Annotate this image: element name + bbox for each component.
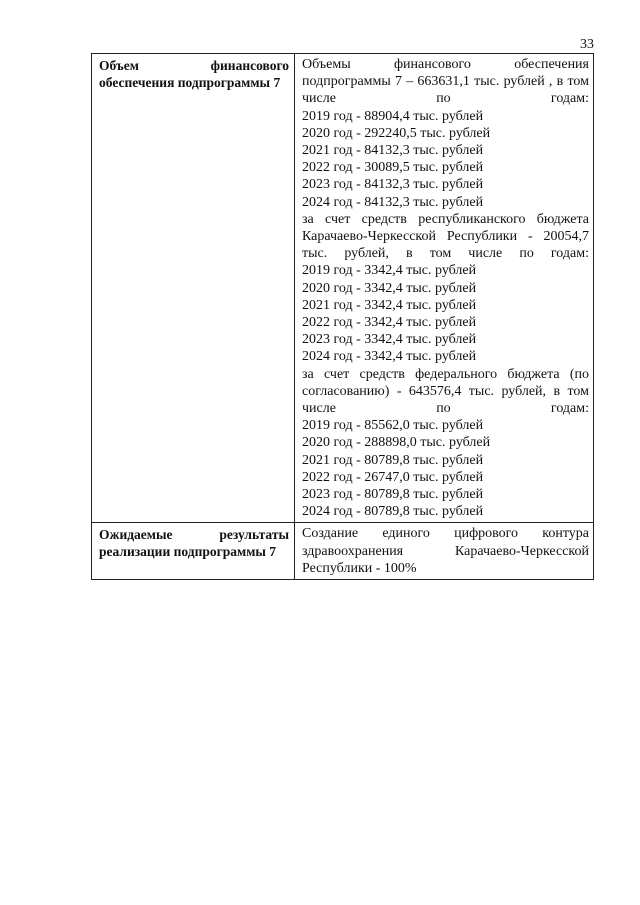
year-item: 2022 год - 30089,5 тыс. рублей (302, 160, 484, 176)
federal-year-item: 2020 год - 288898,0 тыс. рублей (302, 435, 491, 451)
financing-label: Объем финансового обеспечения подпрограммы 7 (99, 58, 289, 90)
year-item: 2019 год - 88904,4 тыс. рублей (302, 108, 484, 124)
year-item: 2024 год - 84132,3 тыс. рублей (302, 194, 484, 210)
federal-budget-intro: за счет средств федерального бюджета (по согласованию) - 643576,4 тыс. рублей, в том числе по годам: (302, 366, 589, 417)
federal-year-item: 2023 год - 80789,8 тыс. рублей (302, 487, 484, 503)
subprogram-passport-table (91, 53, 594, 580)
financing-content (295, 54, 593, 522)
page-number: 33 (580, 37, 594, 52)
federal-year-item: 2022 год - 26747,0 тыс. рублей (302, 469, 484, 485)
row-label-cell (92, 54, 295, 523)
year-item: 2023 год - 84132,3 тыс. рублей (302, 177, 484, 193)
regional-budget-intro: за счет средств республиканского бюджета Карачаево-Черкесской Республики - 20054,7 тыс. рублей, в том числе по годам: (302, 211, 589, 262)
year-item: 2021 год - 84132,3 тыс. рублей (302, 143, 484, 159)
regional-year-item: 2023 год - 3342,4 тыс. рублей (302, 332, 477, 348)
row-label-cell (92, 523, 295, 580)
row-content-cell (295, 523, 594, 580)
federal-year-item: 2024 год - 80789,8 тыс. рублей (302, 504, 484, 520)
results-label: Ожидаемые результаты реализации подпрограммы 7 (99, 527, 289, 560)
table-row-financing (92, 54, 594, 523)
row-content-cell (295, 54, 594, 523)
regional-year-item: 2024 год - 3342,4 тыс. рублей (302, 349, 477, 365)
year-item: 2020 год - 292240,5 тыс. рублей (302, 125, 491, 141)
federal-year-item: 2019 год - 85562,0 тыс. рублей (302, 418, 484, 434)
regional-year-item: 2021 год - 3342,4 тыс. рублей (302, 297, 477, 313)
federal-year-item: 2021 год - 80789,8 тыс. рублей (302, 452, 484, 468)
regional-year-item: 2022 год - 3342,4 тыс. рублей (302, 315, 477, 331)
financing-intro: Объемы финансового обеспечения подпрограммы 7 – 663631,1 тыс. рублей , в том числе по годам: (302, 57, 589, 107)
regional-year-item: 2020 год - 3342,4 тыс. рублей (302, 280, 477, 296)
regional-year-item: 2019 год - 3342,4 тыс. рублей (302, 263, 477, 279)
table-row-results (92, 523, 594, 580)
results-content: Создание единого цифрового контура здравоохранения Карачаево-Черкесской Республики - 100% (302, 526, 589, 576)
